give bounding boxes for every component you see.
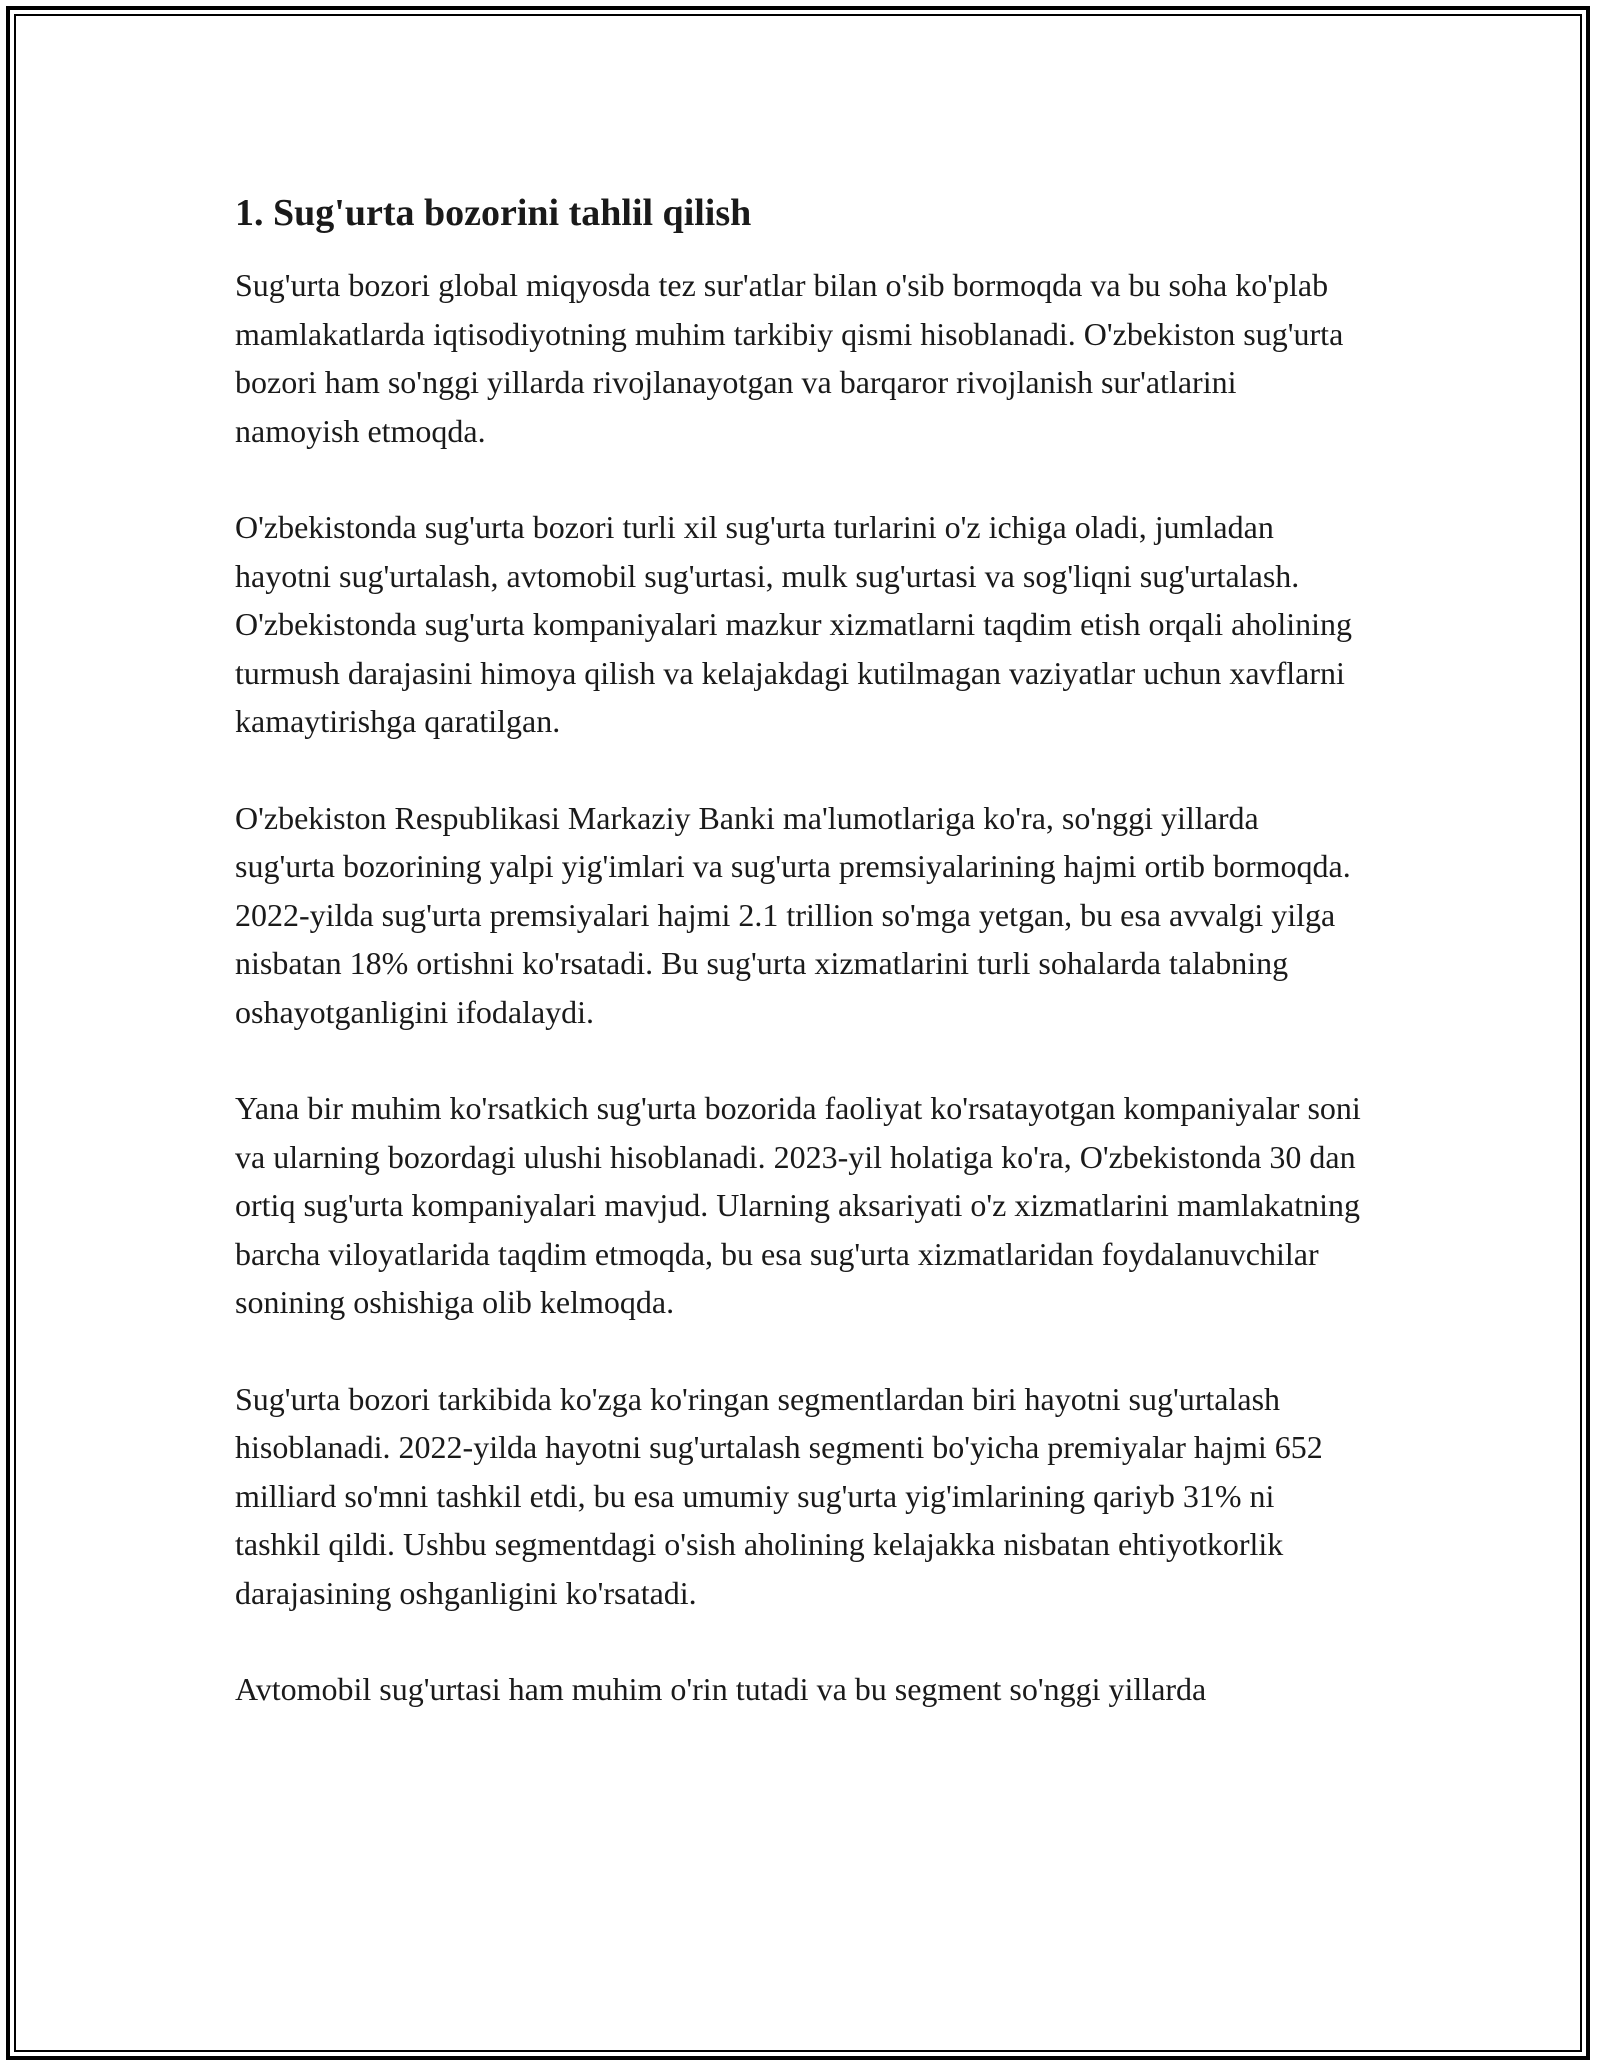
- paragraph-market-overview: Sug'urta bozori global miqyosda tez sur'atlar bilan o'sib bormoqda va bu soha ko'plab mamlakatlarda iqtisodiyotning muhim tarkibiy qismi hisoblanadi. O'zbekiston sug'urta bozori ham so'nggi yillarda rivojlanayotgan va barqaror rivojlanish sur'atlarini namoyish etmoqda.: [235, 267, 1344, 449]
- paragraph-central-bank-data: O'zbekiston Respublikasi Markaziy Banki ma'lumotlariga ko'ra, so'nggi yillarda sug'urta bozorining yalpi yig'imlari va sug'urta premsiyalarining hajmi ortib bormoqda. 2022-yilda sug'urta premsiyalari hajmi 2.1 trillion so'mga yetgan, bu esa avvalgi yilga nisbatan 18% ortishni ko'rsatadi. Bu sug'urta xizmatlarini turli sohalarda talabning oshayotganligini ifodalaydi.: [235, 799, 1351, 1030]
- document-body: [235, 185, 1365, 1762]
- paragraph-companies-count: Yana bir muhim ko'rsatkich sug'urta bozorida faoliyat ko'rsatayotgan kompaniyalar soni va ularning bozordagi ulushi hisoblanadi. 2023-yil holatiga ko'ra, O'zbekistonda 30 dan ortiq sug'urta kompaniyalari mavjud. Ularning aksariyati o'z xizmatlarini mamlakatning barcha viloyatlarida taqdim etmoqda, bu esa sug'urta xizmatlaridan foydalanuvchilar sonining oshishiga olib kelmoqda.: [235, 1090, 1361, 1320]
- section-heading: 1. Sug'urta bozorini tahlil qilish: [235, 192, 752, 234]
- paragraph-auto-insurance: Avtomobil sug'urtasi ham muhim o'rin tutadi va bu segment so'nggi yillarda: [235, 1671, 1207, 1707]
- paragraph-insurance-types: O'zbekistonda sug'urta bozori turli xil sug'urta turlarini o'z ichiga oladi, jumladan hayotni sug'urtalash, avtomobil sug'urtasi, mulk sug'urtasi va sog'liqni sug'urtalash. O'zbekistonda sug'urta kompaniyalari mazkur xizmatlarni taqdim etish orqali aholining turmush darajasini himoya qilish va kelajakdagi kutilmagan vaziyatlar uchun xavflarni kamaytirishga qaratilgan.: [235, 509, 1353, 739]
- paragraph-life-insurance: Sug'urta bozori tarkibida ko'zga ko'ringan segmentlardan biri hayotni sug'urtalash hisoblanadi. 2022-yilda hayotni sug'urtalash segmenti bo'yicha premiyalar hajmi 652 milliard so'mni tashkil etdi, bu esa umumiy sug'urta yig'imlarining qariyb 31% ni tashkil qildi. Ushbu segmentdagi o'sish aholining kelajakka nisbatan ehtiyotkorlik darajasining oshganligini ko'rsatadi.: [235, 1380, 1323, 1611]
